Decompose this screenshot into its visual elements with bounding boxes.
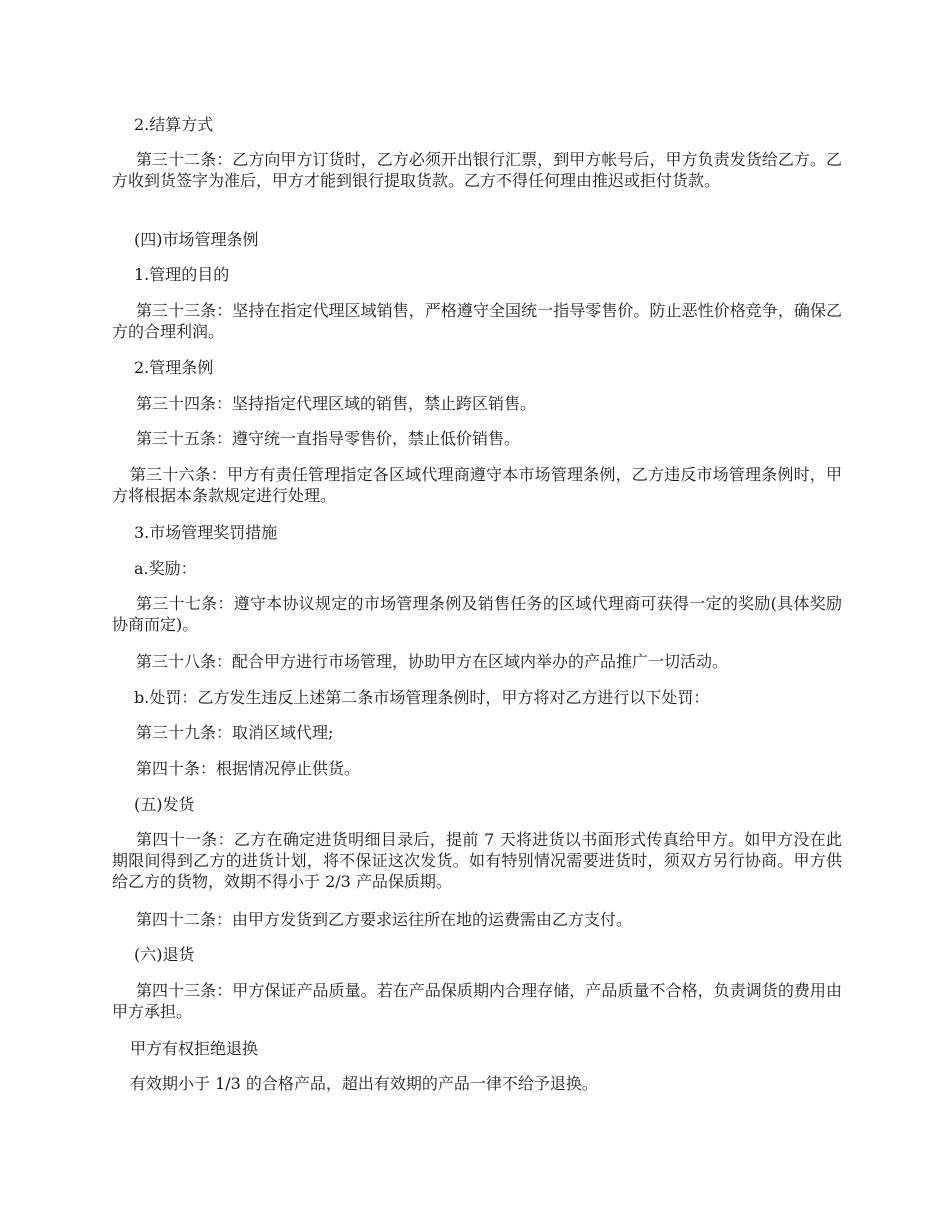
article-33: 第三十三条：坚持在指定代理区域销售，严格遵守全国统一指导零售价。防止恶性价格竞争，确保乙方的合理利润。 [112, 301, 842, 341]
section-heading: (五)发货 [134, 795, 195, 814]
article-34: 第三十四条：坚持指定代理区域的销售，禁止跨区销售。 [136, 394, 537, 413]
article-42: 第四十二条：由甲方发货到乙方要求运往所在地的运费需由乙方支付。 [136, 910, 633, 929]
article-41: 第四十一条：乙方在确定进货明细目录后，提前 7 天将进货以书面形式传真给甲方。如甲方没在此期限间得到乙方的进货计划，将不保证这次发货。如有特别情况需要进货时，须双方另行协商。甲方供给乙方的货物，效期不得小于 2/3 产品保质期。 [112, 830, 842, 891]
article-38: 第三十八条：配合甲方进行市场管理，协助甲方在区域内举办的产品推广一切活动。 [136, 652, 729, 671]
penalty-intro: b.处罚：乙方发生违反上述第二条市场管理条例时，甲方将对乙方进行以下处罚： [134, 688, 710, 707]
return-rule-heading: 甲方有权拒绝退换 [130, 1039, 259, 1058]
section-heading: a.奖励： [134, 559, 197, 578]
article-43: 第四十三条：甲方保证产品质量。若在产品保质期内合理存储，产品质量不合格，负责调货的费用由甲方承担。 [112, 981, 842, 1021]
section-heading: 2.管理条例 [134, 358, 214, 377]
section-heading: 1.管理的目的 [134, 265, 230, 284]
section-heading: 3.市场管理奖罚措施 [134, 523, 278, 542]
article-37: 第三十七条：遵守本协议规定的市场管理条例及销售任务的区域代理商可获得一定的奖励(具体奖励协商而定)。 [112, 594, 842, 634]
return-rule-text: 有效期小于 1/3 的合格产品，超出有效期的产品一律不给予退换。 [130, 1074, 598, 1093]
article-39: 第三十九条：取消区域代理; [136, 723, 334, 742]
section-heading: (六)退货 [134, 945, 195, 964]
section-heading: (四)市场管理条例 [134, 230, 259, 249]
article-36: 第三十六条：甲方有责任管理指定各区域代理商遵守本市场管理条例，乙方违反市场管理条例时，甲方将根据本条款规定进行处理。 [112, 465, 842, 505]
section-heading: 2.结算方式 [134, 115, 214, 134]
article-32: 第三十二条：乙方向甲方订货时，乙方必须开出银行汇票，到甲方帐号后，甲方负责发货给乙方。乙方收到货签字为准后，甲方才能到银行提取货款。乙方不得任何理由推迟或拒付货款。 [112, 150, 842, 190]
article-35: 第三十五条：遵守统一直指导零售价，禁止低价销售。 [136, 429, 521, 448]
article-40: 第四十条：根据情况停止供货。 [136, 759, 361, 778]
